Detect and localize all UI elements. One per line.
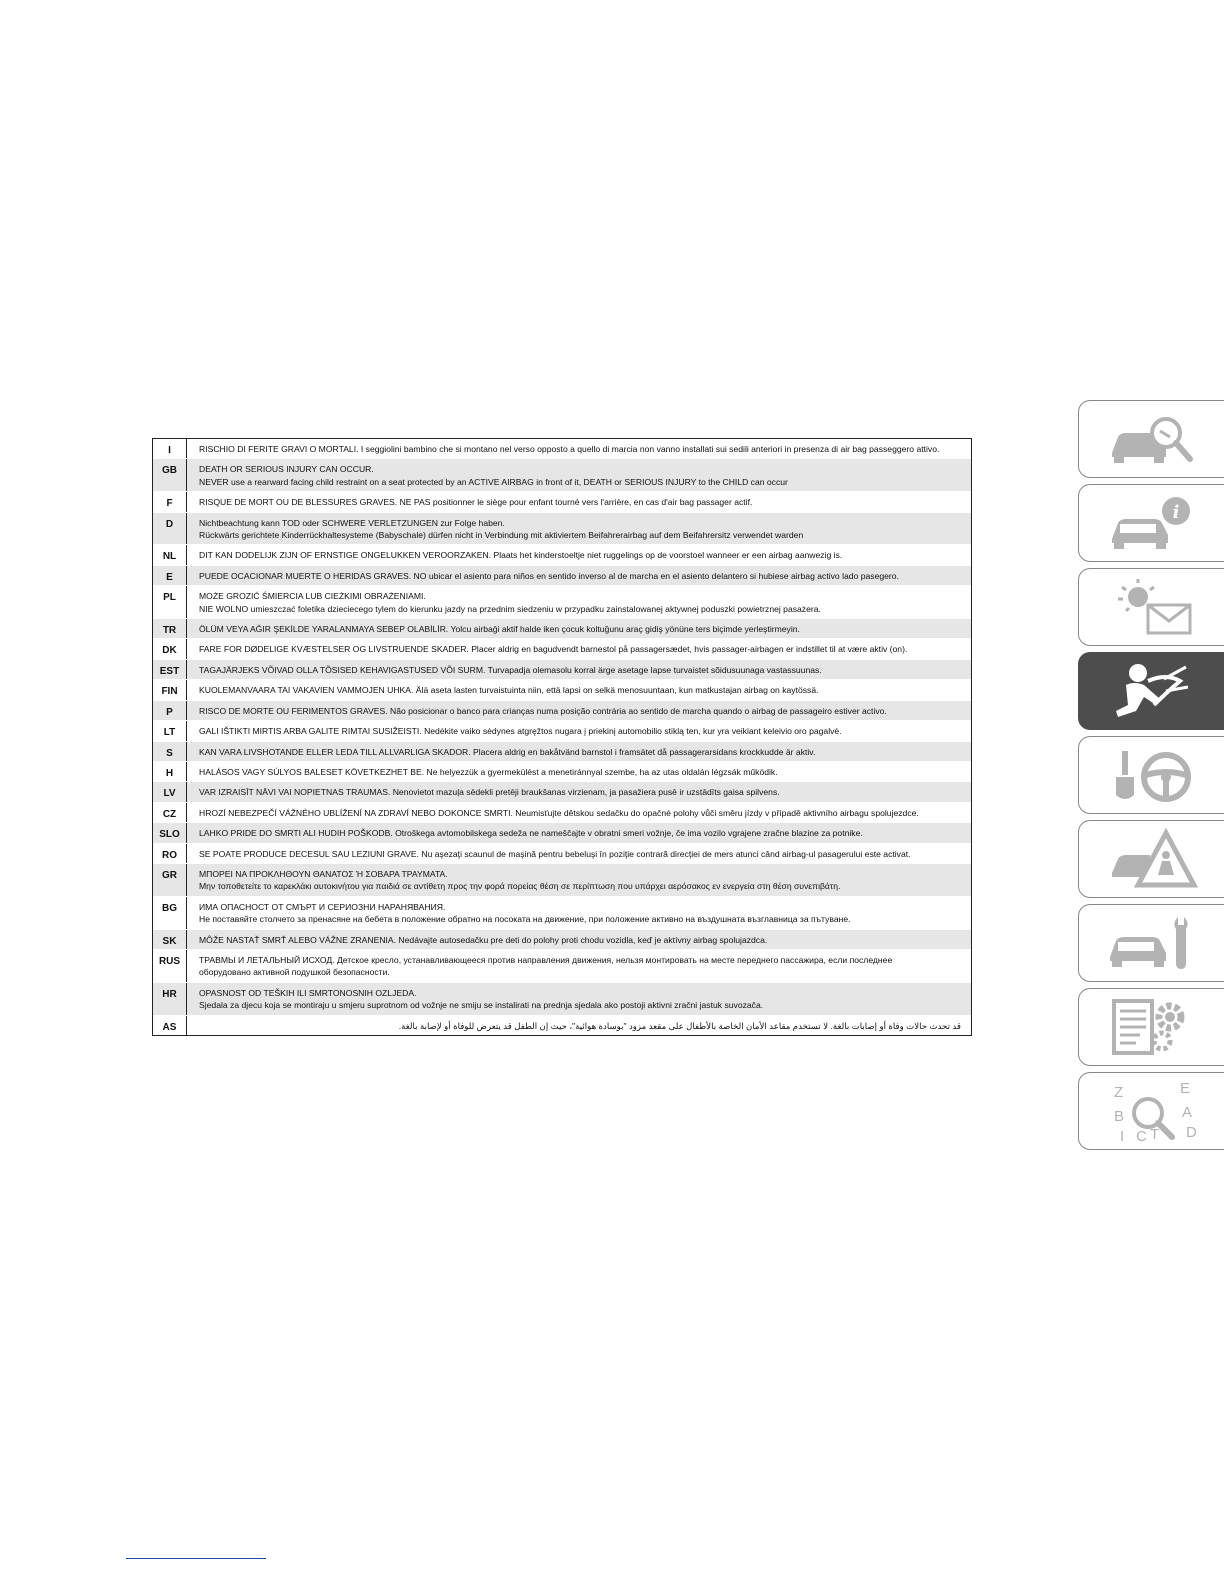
tab-emergency[interactable] xyxy=(1078,820,1224,898)
warning-line: Μην τοποθετείτε το καρεκλάκι αυτοκινήτου για παιδιά σε αντίθετη προς την φορά πορείας θέση σε περίπτωση που υπάρχει αερόσακος εν ενεργεία στη θέση συνεπιβάτη. xyxy=(199,881,841,892)
warning-text xyxy=(187,639,971,658)
tab-maintenance[interactable] xyxy=(1078,904,1224,982)
language-code: BG xyxy=(153,897,187,929)
table-row xyxy=(153,803,971,823)
language-code: D xyxy=(153,513,187,545)
dashboard-instruments-icon xyxy=(1104,407,1200,471)
safety-airbag-icon xyxy=(1104,659,1200,723)
warning-text xyxy=(187,619,971,638)
language-code: I xyxy=(153,439,187,458)
warning-lights-messages-icon xyxy=(1104,575,1200,639)
warning-line: RISQUE DE MORT OU DE BLESSURES GRAVES. NE PAS positionner le siège pour enfant tourné vers l'arrière, en cas d'air bag passager actif. xyxy=(199,497,753,508)
warning-text xyxy=(187,545,971,564)
svg-text:B: B xyxy=(1113,1108,1124,1125)
warning-text xyxy=(187,864,971,896)
warning-text xyxy=(187,930,971,949)
table-row xyxy=(153,701,971,721)
warning-text xyxy=(187,803,971,822)
warning-line: GALI IŠTIKTI MIRTIS ARBA GALITE RIMTAI SUSIŽEISTI. Nedėkite vaiko sėdynes atgręžtos nugara į priekinį automobilio stiklą ten, kur yra veikiant keleivio oro pagalvė. xyxy=(199,726,842,737)
warning-text xyxy=(187,742,971,761)
table-row xyxy=(153,782,971,802)
warning-line: VAR IZRAISĪT NĀVI VAI NOPIETNAS TRAUMAS. Nenovietot mazuļa sēdekli pretēji braukšanas virzienam, ja pasažiera pusē ir uzstādīts gaisa spilvens. xyxy=(199,787,780,798)
language-code: SLO xyxy=(153,823,187,842)
warning-line: RISCHIO DI FERITE GRAVI O MORTALI. I seggiolini bambino che si montano nel verso opposto a quello di marcia non vanno installati sui sedili anteriori in presenza di air bag passeggero attivo. xyxy=(199,444,940,454)
warning-line: FARE FOR DØDELIGE KVÆSTELSER OG LIVSTRUENDE SKADER. Placer aldrig en bagudvendt barnestol på passagersædet, hvis passager-airbagen er indstillet til at være aktiv (on). xyxy=(199,644,908,655)
warning-text xyxy=(187,1016,971,1035)
table-row xyxy=(153,844,971,864)
warning-text xyxy=(187,513,971,545)
language-code: P xyxy=(153,701,187,720)
language-code: AS xyxy=(153,1016,187,1035)
warning-text xyxy=(187,897,971,929)
index-icon xyxy=(1104,1079,1200,1143)
table-row xyxy=(153,566,971,586)
warning-text xyxy=(187,680,971,699)
warning-line: TAGAJÄRJEKS VÕIVAD OLLA TÕSISED KEHAVIGASTUSED VÕI SURM. Turvapadja olemasolu korral ärge asetage lapse turvaistet sõidusuunaga vastassuunas. xyxy=(199,664,822,675)
maintenance-care-icon xyxy=(1104,911,1200,975)
warning-text xyxy=(187,782,971,801)
emergency-icon xyxy=(1104,827,1200,891)
table-row xyxy=(153,721,971,741)
tab-index[interactable] xyxy=(1078,1072,1224,1150)
table-row xyxy=(153,864,971,897)
technical-data-icon xyxy=(1104,995,1200,1059)
table-row xyxy=(153,680,971,700)
svg-text:Z: Z xyxy=(1113,1084,1123,1101)
warning-line: LAHKO PRIDE DO SMRTI ALI HUDIH POŠKODB. Otroškega avtomobilskega sedeža ne nameščajte v obratni smeri vožnje, če ima vozilo vgrajene zračne blazine za potnike. xyxy=(199,828,863,839)
language-code: PL xyxy=(153,586,187,618)
tab-safety[interactable] xyxy=(1078,652,1224,730)
language-code: LT xyxy=(153,721,187,740)
warning-text xyxy=(187,701,971,720)
table-row xyxy=(153,459,971,492)
starting-driving-icon xyxy=(1104,743,1200,807)
table-row xyxy=(153,983,971,1016)
language-code: F xyxy=(153,492,187,511)
table-row xyxy=(153,1016,971,1035)
warning-line: ТРАВМЫ И ЛЕТАЛЬНЫЙ ИСХОД. Детское кресло, устанавливающееся против направления движения, нельзя монтировать на месте переднего пассажира, если последнее xyxy=(199,954,893,965)
warning-line: قد تحدث حالات وفاة أو إصابات بالغة. لا تستخدم مقاعد الأمان الخاصة بالأطفال على مقعد مزود "بوسادة هوائية"، حيث إن الطفل قد يتعرض للوفاة أو لإصابة بالغة. xyxy=(398,1020,961,1031)
table-row xyxy=(153,823,971,843)
warning-line: OPASNOST OD TEŠKIH ILI SMRTONOSNIH OZLJEDA. xyxy=(199,987,417,998)
language-code: E xyxy=(153,566,187,585)
warning-line: Не поставяйте столчето за пренасяне на бебета в положение обратно на посоката на движение, при положение активно на въздушната възглавница за пътуване. xyxy=(199,914,851,925)
language-code: TR xyxy=(153,619,187,638)
table-row xyxy=(153,545,971,565)
language-code: CZ xyxy=(153,803,187,822)
language-code: S xyxy=(153,742,187,761)
warning-line: Sjedala za djecu koja se montiraju u smjeru suprotnom od vožnje ne smiju se instalirati na prednja sjedala ako postoji aktivni zračni jastuk suvozača. xyxy=(199,1000,764,1011)
svg-text:I: I xyxy=(1119,1128,1124,1143)
svg-text:T: T xyxy=(1149,1126,1159,1143)
warning-text xyxy=(187,762,971,781)
svg-text:E: E xyxy=(1179,1080,1190,1097)
language-code: NL xyxy=(153,545,187,564)
warning-line: ÖLÜM VEYA AĞIR ŞEKİLDE YARALANMAYA SEBEP OLABİLİR. Yolcu airbaği aktif halde iken çocuk koltuğunu araç gidiş yönüne ters biçimde yerleştirmeyin. xyxy=(199,624,800,635)
table-row xyxy=(153,660,971,680)
warning-text xyxy=(187,983,971,1015)
warning-text xyxy=(187,844,971,863)
svg-text:i: i xyxy=(1172,502,1179,523)
warning-text xyxy=(187,660,971,679)
airbag-warning-table xyxy=(152,438,972,1036)
footer-rule xyxy=(126,1558,266,1559)
tab-dashboard-instruments[interactable] xyxy=(1078,400,1224,478)
warning-text xyxy=(187,823,971,842)
warning-line: NEVER use a rearward facing child restraint on a seat protected by an ACTIVE AIRBAG in front of it, DEATH or SERIOUS INJURY to the CHILD can occur xyxy=(199,476,788,487)
warning-line: PUEDE OCACIONAR MUERTE O HERIDAS GRAVES. NO ubicar el asiento para niños en sentido inverso al de marcha en el asiento delantero si hubiese airbag activo lado pasegero. xyxy=(199,570,899,581)
table-row xyxy=(153,639,971,659)
warning-line: NIE WOLNO umieszczać foletika dzieciecego tylem do kierunku jazdy na przednim siedzeniu w przypadku zainstalowanej aktywnej poduszki powietrznej pasażera. xyxy=(199,603,821,614)
warning-line: KAN VARA LIVSHOTANDE ELLER LEDA TILL ALLVARLIGA SKADOR. Placera aldrig en bakåtvänd barnstol i framsätet då passagerarsidans krockkudde är aktiv. xyxy=(199,746,816,757)
tab-vehicle-info[interactable] xyxy=(1078,484,1224,562)
language-code: GB xyxy=(153,459,187,491)
tab-warning-lights[interactable] xyxy=(1078,568,1224,646)
tab-starting-driving[interactable] xyxy=(1078,736,1224,814)
warning-line: KUOLEMANVAARA TAI VAKAVIEN VAMMOJEN UHKA. Älä aseta lasten turvaistuinta niin, että lapsi on selkä menosuuntaan, kun matkustajan airbag on kaytössä. xyxy=(199,685,819,696)
table-row xyxy=(153,762,971,782)
table-row xyxy=(153,492,971,512)
svg-text:A: A xyxy=(1181,1104,1192,1121)
language-code: DK xyxy=(153,639,187,658)
language-code: SK xyxy=(153,930,187,949)
warning-line: SE POATE PRODUCE DECESUL SAU LEZIUNI GRAVE. Nu aşezaţi scaunul de maşină pentru bebeluşi în poziţie contrară direcţiei de mers atunci când airbag-ul pasagerului este activat. xyxy=(199,848,911,859)
table-row xyxy=(153,439,971,459)
warning-line: Nichtbeachtung kann TOD oder SCHWERE VERLETZUNGEN zur Folge haben. xyxy=(199,517,505,528)
warning-text xyxy=(187,586,971,618)
warning-line: RISCO DE MORTE OU FERIMENTOS GRAVES. Não posicionar o banco para crianças numa posição contrária ao sentido de marcha quando o airbag de passageiro estiver activo. xyxy=(199,705,887,716)
warning-text xyxy=(187,492,971,511)
warning-text xyxy=(187,950,971,982)
svg-text:D: D xyxy=(1185,1124,1197,1141)
table-row xyxy=(153,586,971,619)
tab-technical-data[interactable] xyxy=(1078,988,1224,1066)
warning-line: DIT KAN DODELIJK ZIJN OF ERNSTIGE ONGELUKKEN VEROORZAKEN. Plaats het kinderstoeltje niet ruggelings op de voorstoel wanneer er een airbag aanwezig is. xyxy=(199,550,843,561)
warning-line: ИМА ОПАСНОСТ ОТ СМЪРТ И СЕРИОЗНИ НАРАНЯВАНИЯ. xyxy=(199,901,446,912)
warning-text xyxy=(187,459,971,491)
table-row xyxy=(153,930,971,950)
vehicle-info-icon xyxy=(1104,491,1200,555)
language-code: RO xyxy=(153,844,187,863)
language-code: LV xyxy=(153,782,187,801)
warning-text xyxy=(187,439,971,458)
warning-line: Rückwärts gerichtete Kinderrückhaltesysteme (Babyschale) dürfen nicht in Verbindung mit aktiviertem Beifahrerairbag auf dem Beifahrersitz verwendet warden xyxy=(199,530,804,541)
language-code: EST xyxy=(153,660,187,679)
language-code: HR xyxy=(153,983,187,1015)
table-row xyxy=(153,897,971,930)
svg-text:C: C xyxy=(1135,1128,1147,1143)
warning-text xyxy=(187,566,971,585)
warning-line: HROZÍ NEBEZPEČÍ VÁŽNÉHO UBLÍŽENÍ NA ZDRAVÍ NEBO DOKONCE SMRTI. Neumisťujte dětskou sedačku do opačné polohy vůči směru jízdy v případě aktivního airbagu spolujezdce. xyxy=(199,807,919,818)
warning-line: HALÁSOS VAGY SÚLYOS BALESET KÖVETKEZHET BE. Ne helyezzük a gyermekülést a menetiránnyal szembe, ha az utas oldalán légzsák működik. xyxy=(199,766,778,777)
table-row xyxy=(153,513,971,546)
language-code: GR xyxy=(153,864,187,896)
warning-line: MOŻE GROZIĆ ŚMIERCIA LUB CIEŻKIMI OBRAŻENIAMI. xyxy=(199,591,426,602)
table-row xyxy=(153,619,971,639)
warning-line: DEATH OR SERIOUS INJURY CAN OCCUR. xyxy=(199,464,374,475)
language-code: FIN xyxy=(153,680,187,699)
table-row xyxy=(153,742,971,762)
warning-line: ΜΠΟΡΕΙ ΝΑ ΠΡΟΚΛΗΘΟΥΝ ΘΑΝΑΤΟΣ Ή ΣΟΒΑΡΑ ΤΡΑΥΜΑΤΑ. xyxy=(199,868,448,879)
warning-line: оборудовано активной подушкой безопасности. xyxy=(199,967,390,978)
language-code: RUS xyxy=(153,950,187,982)
warning-text xyxy=(187,721,971,740)
table-row xyxy=(153,950,971,983)
warning-line: MÔŽE NASTAŤ SMRŤ ALEBO VÁŽNE ZRANENIA. Nedávajte autosedačku pre deti do polohy proti chodu vozidla, keď je aktívny airbag spolujazdca. xyxy=(199,934,768,945)
language-code: H xyxy=(153,762,187,781)
